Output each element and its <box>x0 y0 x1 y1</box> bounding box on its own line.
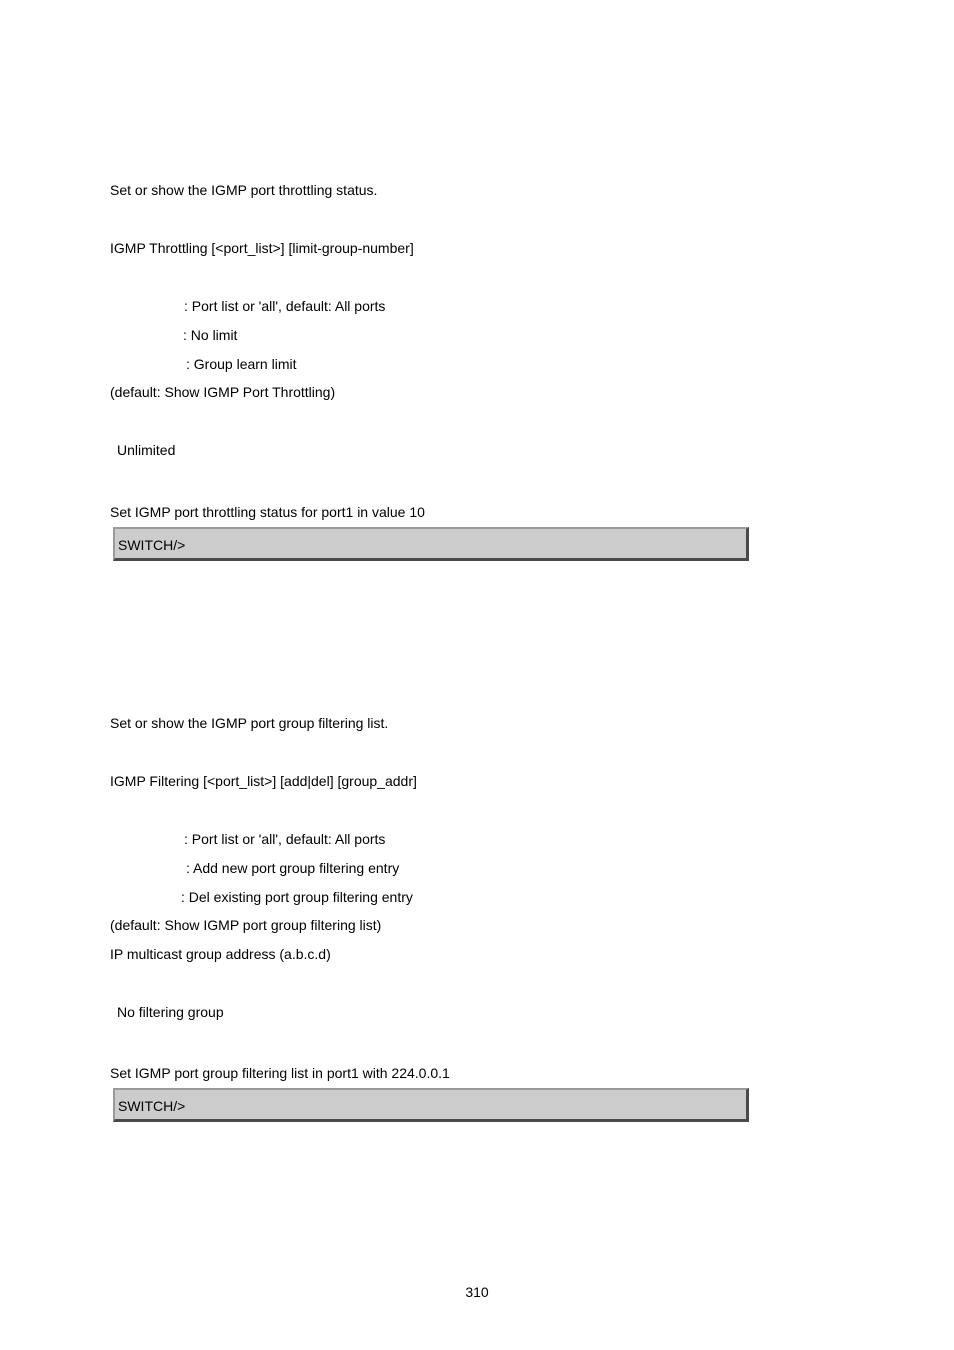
filtering-description: Set or show the IGMP port group filtering list. <box>110 715 389 731</box>
filtering-default-value: No filtering group <box>117 1004 224 1020</box>
throttling-default-value: Unlimited <box>117 442 176 458</box>
throttling-param-no-limit: : No limit <box>183 327 238 343</box>
filtering-default-note: (default: Show IGMP port group filtering list) <box>110 917 382 933</box>
filtering-param-port-list: : Port list or 'all', default: All ports <box>184 831 386 847</box>
filtering-example-description: Set IGMP port group filtering list in port1 with 224.0.0.1 <box>110 1065 450 1081</box>
filtering-group-address-note: IP multicast group address (a.b.c.d) <box>110 946 331 962</box>
filtering-example-command-box <box>113 1088 749 1122</box>
throttling-syntax: IGMP Throttling [<port_list>] [limit-group-number] <box>110 240 414 256</box>
filtering-example-command: SWITCH/> <box>118 1098 186 1114</box>
throttling-description: Set or show the IGMP port throttling status. <box>110 182 378 198</box>
filtering-param-add: : Add new port group filtering entry <box>186 860 400 876</box>
page-number: 310 <box>465 1284 489 1300</box>
throttling-example-command: SWITCH/> <box>118 537 186 553</box>
throttling-default-note: (default: Show IGMP Port Throttling) <box>110 384 336 400</box>
filtering-syntax: IGMP Filtering [<port_list>] [add|del] [group_addr] <box>110 773 417 789</box>
throttling-example-command-box <box>113 527 749 561</box>
throttling-example-description: Set IGMP port throttling status for port1 in value 10 <box>110 504 425 520</box>
throttling-param-group-limit: : Group learn limit <box>186 356 297 372</box>
throttling-param-port-list: : Port list or 'all', default: All ports <box>184 298 386 314</box>
filtering-param-del: : Del existing port group filtering entry <box>181 889 413 905</box>
